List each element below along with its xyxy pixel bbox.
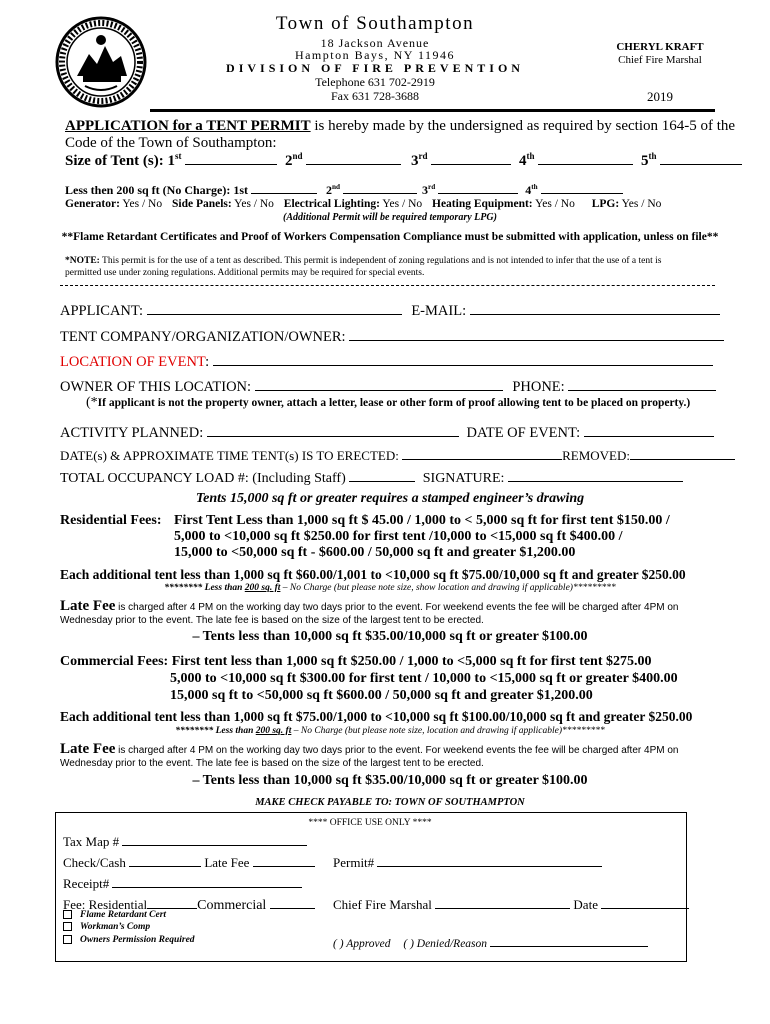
- chief-row: Chief Fire Marshal Date: [333, 895, 689, 913]
- denied-reason-field[interactable]: [490, 933, 648, 947]
- denied-option[interactable]: ( ) Denied/Reason: [403, 938, 488, 950]
- removed-field[interactable]: [630, 446, 735, 460]
- chief-signature-field[interactable]: [435, 895, 570, 909]
- date-of-event-field[interactable]: [584, 423, 714, 437]
- activity-row: ACTIVITY PLANNED: DATE OF EVENT:: [60, 423, 714, 442]
- intro-line: APPLICATION for a TENT PERMIT is hereby made by the undersigned as required by section 164-5 of the: [65, 118, 736, 134]
- year: 2019: [647, 89, 673, 104]
- checkbox-flame: Flame Retardant Cert: [63, 910, 166, 920]
- dashed-separator: [60, 285, 715, 286]
- residential-fee-line1: First Tent Less than 1,000 sq ft $ 45.00 / 1,000 to < 5,000 sq ft for first tent $150.00 /: [174, 513, 670, 528]
- location-field[interactable]: [213, 352, 713, 366]
- permit-note: *NOTE: This permit is for the use of a tent as described. This permit is independent of zoning regulations and is not intended to infer that the use of a tent is permitted use under zoning regulations. Additional permits may be required for special events.: [65, 256, 662, 278]
- fee-residential-field[interactable]: [147, 895, 197, 909]
- email-field[interactable]: [470, 301, 720, 315]
- occupancy-row: TOTAL OCCUPANCY LOAD #: (Including Staff) SIGNATURE:: [60, 468, 683, 487]
- checkbox-comp: Workman’s Comp: [63, 922, 150, 932]
- late-fee-note-1: Late Fee is charged after 4 PM on the working day two days prior to the event. For weekend events the fee will be charged after 4PM on Wednesday prior to the event. The late fee is based on the size of the largest tent to be erected.: [60, 598, 679, 626]
- tent-size-5-field[interactable]: [660, 151, 742, 165]
- checkbox-owner: Owners Permission Required: [63, 935, 195, 945]
- applicant-field[interactable]: [147, 301, 402, 315]
- signature-field[interactable]: [508, 468, 683, 482]
- receipt-field[interactable]: [112, 874, 302, 888]
- tent-company-field[interactable]: [349, 327, 724, 341]
- owner-location-field[interactable]: [255, 377, 503, 391]
- tent-size-4-field[interactable]: [538, 151, 633, 165]
- tent-company-row: TENT COMPANY/ORGANIZATION/OWNER:: [60, 327, 724, 346]
- equipment-row: Generator: Yes / No Side Panels: Yes / No Electrical Lighting: Yes / No Heating Equipment: Yes / No LPG: Yes / No: [65, 198, 662, 210]
- address: 18 Jackson Avenue: [320, 36, 430, 50]
- tax-map-row: Tax Map #: [63, 832, 307, 850]
- small-tent-1-field[interactable]: [251, 180, 317, 194]
- tent-size-1-field[interactable]: [185, 151, 277, 165]
- receipt-row: Receipt#: [63, 874, 302, 892]
- phone-field[interactable]: [568, 377, 716, 391]
- fax: Fax 631 728-3688: [331, 89, 419, 103]
- occupancy-field[interactable]: [349, 468, 415, 482]
- lpg-note: (Additional Permit will be required temporary LPG): [283, 212, 497, 223]
- marshal-title: Chief Fire Marshal: [618, 54, 702, 66]
- permit-row: Permit#: [333, 853, 602, 871]
- owner-location-row: OWNER OF THIS LOCATION: PHONE:: [60, 377, 716, 396]
- small-tent-4-field[interactable]: [541, 180, 623, 194]
- intro-line2: Code of the Town of Southampton:: [65, 135, 277, 151]
- owner-note: (*If applicant is not the property owner, attach a letter, lease or other form of proof allowing tent to be placed on property.): [86, 395, 691, 410]
- residential-additional: Each additional tent less than 1,000 sq ft $60.00/1,001 to <10,000 sq ft $75.00/10,000 sq ft and greater $250.00: [60, 567, 686, 582]
- town-name: Town of Southampton: [275, 13, 475, 34]
- lpg-yes-no[interactable]: Yes / No: [619, 198, 662, 210]
- size-of-tent-row: Size of Tent (s): 1st 2nd 3rd 4th 5th: [65, 151, 742, 170]
- division: DIVISION OF FIRE PREVENTION: [226, 61, 524, 75]
- residential-fee-line3: 15,000 to <50,000 sq ft - $600.00 / 50,000 sq ft and greater $1,200.00: [174, 545, 576, 560]
- check-cash-row: Check/Cash Late Fee: [63, 853, 315, 871]
- location-row: LOCATION OF EVENT:: [60, 352, 713, 371]
- town-seal-logo: [55, 16, 147, 108]
- permit-field[interactable]: [377, 853, 602, 867]
- make-check-payable: MAKE CHECK PAYABLE TO: TOWN OF SOUTHAMPTON: [255, 797, 525, 808]
- small-tent-2-field[interactable]: [343, 180, 417, 194]
- owners-permission-checkbox[interactable]: [63, 935, 72, 944]
- workmans-comp-checkbox[interactable]: [63, 922, 72, 931]
- late-fee-field[interactable]: [253, 853, 315, 867]
- engineer-requirement: Tents 15,000 sq ft or greater requires a stamped engineer’s drawing: [195, 491, 585, 506]
- late-fee-tents-2: – Tents less than 10,000 sq ft $35.00/10,000 sq ft or greater $100.00: [192, 773, 588, 788]
- tent-size-3-field[interactable]: [431, 151, 511, 165]
- application-title: APPLICATION for a TENT PERMIT: [65, 118, 311, 134]
- header-rule: [150, 109, 715, 112]
- heating-equipment-yes-no[interactable]: Yes / No: [532, 198, 575, 210]
- commercial-fee-line2: 5,000 to <10,000 sq ft $300.00 for first tent / 10,000 to <15,000 sq ft or greater $400.00: [170, 671, 678, 686]
- generator-yes-no[interactable]: Yes / No: [119, 198, 163, 210]
- telephone: Telephone 631 702-2919: [315, 75, 435, 89]
- office-date-field[interactable]: [601, 895, 689, 909]
- commercial-small-note: ******** Less than 200 sq. ft – No Charge (but please note size, location and drawing if applicable)*********: [175, 726, 605, 736]
- late-fee-tents-1: – Tents less than 10,000 sq ft $35.00/10,000 sq ft or greater $100.00: [192, 629, 588, 644]
- side-panels-yes-no[interactable]: Yes / No: [231, 198, 274, 210]
- activity-field[interactable]: [207, 423, 459, 437]
- marshal-name: CHERYL KRAFT: [616, 41, 704, 53]
- residential-small-note: ******** Less than 200 sq. ft – No Charge (but please note size, show location and drawing if applicable)*********: [164, 583, 616, 593]
- residential-fees-label: Residential Fees:: [60, 513, 162, 528]
- erected-field[interactable]: [402, 446, 562, 460]
- city: Hampton Bays, NY 11946: [294, 48, 456, 62]
- approved-option[interactable]: ( ) Approved: [333, 938, 391, 950]
- late-fee-note-2: Late Fee is charged after 4 PM on the working day two days prior to the event. For weekend events the fee will be charged after 4PM on Wednesday prior to the event. The late fee is based on the size of the largest tent to be erected.: [60, 741, 679, 769]
- fee-commercial-field[interactable]: [270, 895, 315, 909]
- check-cash-field[interactable]: [129, 853, 201, 867]
- applicant-row: APPLICANT: E-MAIL:: [60, 301, 720, 320]
- tent-size-2-field[interactable]: [306, 151, 401, 165]
- small-tent-3-field[interactable]: [438, 180, 518, 194]
- commercial-fees-label: Commercial Fees: First tent less than 1,000 sq ft $250.00 / 1,000 to <5,000 sq ft for first tent $275.00: [60, 654, 652, 669]
- flame-cert-checkbox[interactable]: [63, 910, 72, 919]
- fee-row: Fee: Residential Commercial: [63, 895, 315, 914]
- tax-map-field[interactable]: [122, 832, 307, 846]
- office-use-header: **** OFFICE USE ONLY ****: [308, 818, 432, 828]
- commercial-fee-line3: 15,000 sq ft to <50,000 sq ft $600.00 / 50,000 sq ft and greater $1,200.00: [170, 688, 593, 703]
- commercial-additional: Each additional tent less than 1,000 sq ft $75.00/1,000 to <10,000 sq ft $100.00/10,000 sq ft and greater $250.00: [60, 709, 693, 724]
- small-tent-row: Less then 200 sq ft (No Charge): 1st 2nd 3rd 4th: [65, 180, 623, 198]
- dates-time-row: DATE(s) & APPROXIMATE TIME TENT(s) IS TO ERECTED: REMOVED:: [60, 446, 735, 464]
- residential-fee-line2: 5,000 to <10,000 sq ft $250.00 for first tent /10,000 to <15,000 sq ft $400.00 /: [174, 529, 623, 544]
- approval-row: [333, 933, 648, 950]
- electrical-lighting-yes-no[interactable]: Yes / No: [379, 198, 423, 210]
- flame-retardant-notice: **Flame Retardant Certificates and Proof of Workers Compensation Compliance must be submitted with application, unless on file**: [61, 231, 719, 243]
